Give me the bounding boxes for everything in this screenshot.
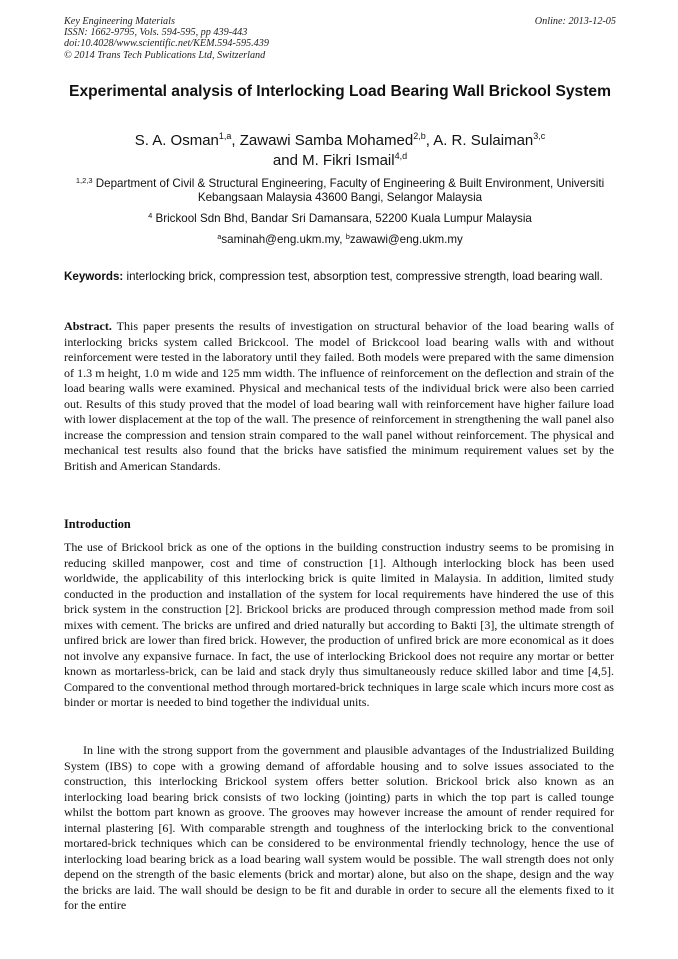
affiliation-text: Brickool Sdn Bhd, Bandar Sri Damansara, 52200 Kuala Lumpur Malaysia [155,212,532,225]
intro-paragraph-1: The use of Brickool brick as one of the options in the building construction industry seems to be promising in reducing skilled manpower, cost and time of construction [1]. Although interlocking block has been used worldwide, the applicability of this interlocking brick is quite limited in Malaysia. In addition, limited study conducted in the production and installation of the system for local requirements have hindered the use of this brick system in the construction [2]. Brickool bricks are produced through compression method made from soil mixes with cement. The bricks are unfired and dried naturally but according to Bakti [3], the ultimate strength of unfired brick are lower than fired brick. However, the production of unfired brick are more economical as it does not involve any expansive furnace. In fact, the use of interlocking Brickool does not require any mortar or better known as mortarless-brick, can be laid and stack dryly thus simultaneously reduce skilled labor and time [4,5]. Compared to the conventional method through mortared-brick techniques in large scale which incurs more cost as binder or mortar is needed to bind together the individual units. [64,540,614,710]
author-name: A. R. Sulaiman [433,132,534,149]
journal-header [64,16,616,61]
author-name: and M. Fikri Ismail [272,152,395,169]
issn-line: ISSN: 1662-9795, Vols. 594-595, pp 439-443 [64,27,248,39]
online-date: Online: 2013-12-05 [534,16,616,27]
affiliation-sup: 4 [148,211,153,220]
author-sup: 2,b [413,131,426,141]
author-sup: 4,d [394,151,408,161]
section-heading: Introduction [64,517,131,531]
abstract [64,319,614,474]
abstract-text: This paper presents the results of investigation on structural behavior of the load bearing walls of interlocking bricks system called Brickcool. The model of Brickcool load bearing walls with and without reinforcement were tested in the laboratory until they failed. Both models were prepared with the same dimension of 1.3 m height, 1.0 m wide and 125 mm width. The influence of reinforcement on the deflection and strain of the load bearing walls were examined. Physical and mechanical tests of the individual brick were also been carried out. Results of this study proved that the model of load bearing wall with reinforcement have higher failure load with lower displacement at the top of the wall. The presence of reinforcement in strengthening the wall panel also increase the compression and tension strain compared to the wall panel without reinforcement. The physical and mechanical test results also found that the bricks have satisfied the minimum requirement values set by the British and American Standards. [64,319,615,473]
email-link[interactable]: saminah@eng.ukm.my, [221,233,343,246]
abstract-label: Abstract. [64,319,112,333]
author-list: S. A. Osman$^{1,a}$, Zawawi Samba Mohamed$^{2,b}$, A. R. Sulaiman$^{3,c}$ and M. Fikri Ismail$^{4,d}$ [134,131,546,169]
email-sup: a [217,232,222,241]
affiliation-text: Department of Civil & Structural Engineering, Faculty of Engineering & Built Environment, Universiti Kebangsaan Malaysia 43600 Bangi, Selangor Malaysia [95,177,605,205]
author-sup: 1,a [218,131,232,141]
author-sup: 3,c [533,131,546,141]
keywords-label: Keywords: [64,270,124,283]
keywords-text: interlocking brick, compression test, absorption test, compressive strength, load bearing wall. [126,270,603,283]
copyright-line: © 2014 Trans Tech Publications Ltd, Switzerland [64,49,266,61]
email-link[interactable]: zawawi@eng.ukm.my [349,233,463,246]
keywords [64,269,616,284]
journal-name: Key Engineering Materials [64,16,175,27]
author-name: Zawawi Samba Mohamed [239,132,414,149]
doi-line: doi:10.4028/www.scientific.net/KEM.594-595.439 [64,38,269,50]
intro-paragraph-2: In line with the strong support from the government and plausible advantages of the Industrialized Building System (IBS) to cope with a growing demand of affordable housing and to solve issues associated to the construction, this interlocking Brickool system offers better solution. Brickool brick also known as an interlocking load bearing brick consists of two locking (jointing) parts in which the top part is called tounge whilst the bottom part known as groove. The grooves may however increase the amount of render required for internal plastering [6]. With comparable strength and toughness of the interlocking brick to the conventional mortared-brick techniques which can be considered to be environmental friendly technology, hence the use of interlocking load bearing brick as a load bearing wall system would be possible. The wall strength does not only depend on the strength of the basic elements (brick and mortar) alone, but also on the shape, design and the way the bricks are laid. The wall should be design to be fit and durable in order to secure all the elements fixed to it for the entire [64,743,614,913]
affiliation-1 [64,177,616,205]
email-line [64,233,616,247]
email-sup: b [345,232,350,241]
paper-title: Experimental analysis of Interlocking Load Bearing Wall Brickool System [69,83,611,100]
author-name: S. A. Osman [134,132,219,149]
affiliation-2 [64,212,616,226]
affiliation-sup: 1,2,3 [75,176,93,185]
